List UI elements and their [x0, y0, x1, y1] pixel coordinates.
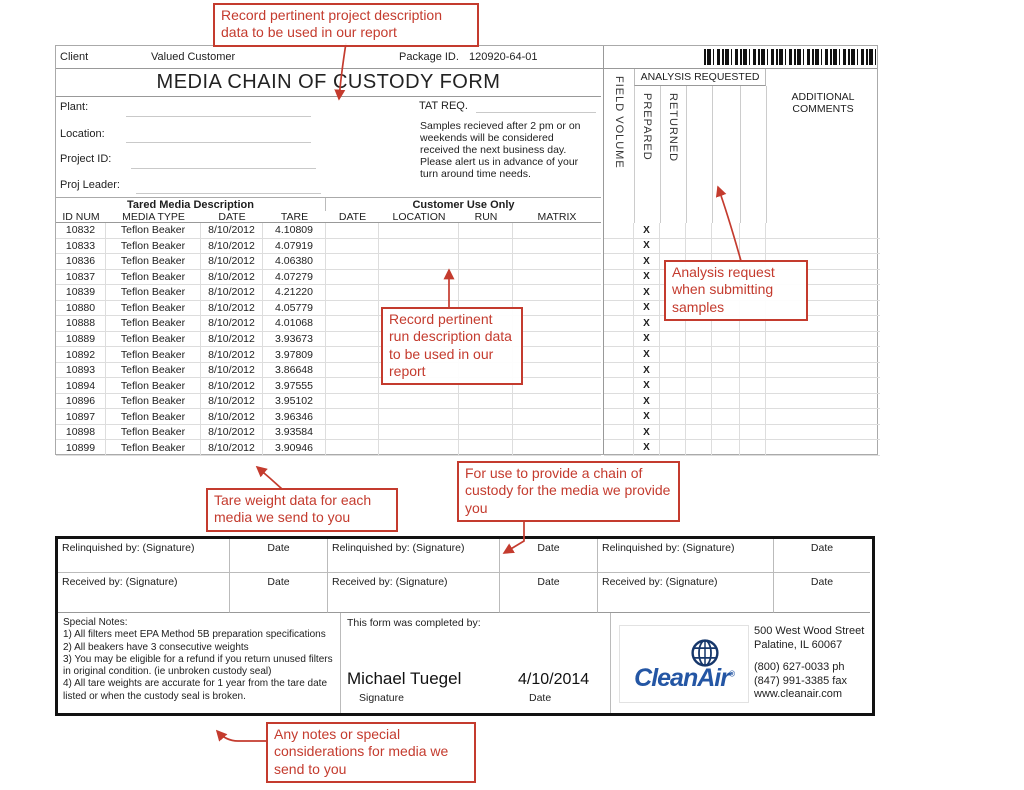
analysis-cell	[766, 363, 880, 378]
field-volume-label: FIELD VOLUME	[613, 76, 625, 169]
cell-media: Teflon Beaker	[106, 425, 201, 440]
cell-cloc	[379, 223, 459, 238]
col-tare: TARE	[280, 210, 309, 223]
cell-cdate	[326, 223, 379, 238]
analysis-cell	[712, 378, 740, 393]
table-row	[56, 223, 601, 239]
table-row	[56, 254, 601, 270]
cell-id: 10896	[56, 394, 106, 409]
prepared-mark: X	[634, 347, 660, 362]
received-row	[58, 573, 872, 613]
cell-tare: 3.90946	[263, 440, 326, 455]
cell-tare: 4.06380	[263, 254, 326, 269]
cell-id: 10889	[56, 332, 106, 347]
special-note: 3) You may be eligible for a refund if you return unused filters in original condition. (ie unbroken custody seal)	[63, 653, 333, 678]
relinquished-cell: Relinquished by: (Signature)	[328, 539, 500, 573]
col-id-num: ID NUM	[62, 210, 100, 223]
analysis-cell	[604, 332, 634, 347]
analysis-cell	[604, 394, 634, 409]
analysis-cell	[686, 332, 712, 347]
special-note: 2) All beakers have 3 consecutive weights	[63, 641, 249, 653]
cell-tare: 3.97809	[263, 347, 326, 362]
analysis-cell	[604, 347, 634, 362]
location-field-line	[126, 142, 311, 143]
cell-crun	[459, 285, 513, 300]
cell-cmatrix	[513, 301, 601, 316]
package-id-label: Package ID.	[399, 51, 459, 63]
date-cell: Date	[230, 573, 328, 613]
analysis-cell	[766, 347, 880, 362]
cell-tare: 3.96346	[263, 409, 326, 424]
cell-tare: 3.86648	[263, 363, 326, 378]
received-cell: Received by: (Signature)	[58, 573, 230, 613]
run-callout: Record pertinent run description data to be used in our report	[381, 307, 523, 385]
relinquished-cell: Relinquished by: (Signature)	[58, 539, 230, 573]
cell-id: 10837	[56, 270, 106, 285]
cell-crun	[459, 270, 513, 285]
analysis-cell	[740, 347, 766, 362]
cell-date: 8/10/2012	[201, 223, 263, 238]
company-cell	[611, 613, 872, 713]
custody-callout: For use to provide a chain of custody for the media we provide you	[457, 461, 680, 522]
cell-media: Teflon Beaker	[106, 347, 201, 362]
date-cell: Date	[774, 573, 870, 613]
analysis-cell	[604, 378, 634, 393]
analysis-cell	[604, 239, 634, 254]
cell-cdate	[326, 409, 379, 424]
cell-cmatrix	[513, 254, 601, 269]
returned-label: RETURNED	[667, 93, 679, 163]
analysis-cell	[766, 223, 880, 238]
cell-cdate	[326, 332, 379, 347]
analysis-row	[604, 363, 880, 379]
analysis-row	[604, 239, 880, 255]
fax-line: (847) 991-3385 fax	[754, 674, 847, 687]
cell-media: Teflon Beaker	[106, 363, 201, 378]
prepared-mark: X	[634, 270, 660, 285]
cell-date: 8/10/2012	[201, 440, 263, 455]
analysis-cell	[660, 363, 686, 378]
date-cell: Date	[774, 539, 870, 573]
cell-cloc	[379, 409, 459, 424]
relinquished-row	[58, 539, 872, 573]
analysis-row	[604, 223, 880, 239]
prepared-mark: X	[634, 223, 660, 238]
cell-cloc	[379, 425, 459, 440]
cell-media: Teflon Beaker	[106, 332, 201, 347]
analysis-cell	[712, 440, 740, 455]
prepared-mark: X	[634, 363, 660, 378]
notes-row	[58, 613, 872, 713]
analysis-row	[604, 440, 880, 456]
analysis-cell	[766, 332, 880, 347]
analysis-cell	[712, 239, 740, 254]
cell-media: Teflon Beaker	[106, 254, 201, 269]
analysis-cell	[766, 239, 880, 254]
cell-id: 10893	[56, 363, 106, 378]
prepared-mark: X	[634, 378, 660, 393]
special-notes-title: Special Notes:	[63, 617, 128, 628]
cell-media: Teflon Beaker	[106, 301, 201, 316]
col-matrix: MATRIX	[537, 210, 577, 223]
cell-tare: 4.10809	[263, 223, 326, 238]
cell-media: Teflon Beaker	[106, 316, 201, 331]
analysis-cell	[604, 316, 634, 331]
analysis-cell	[740, 394, 766, 409]
cell-tare: 4.05779	[263, 301, 326, 316]
special-notes	[58, 613, 341, 713]
cell-cdate	[326, 254, 379, 269]
analysis-cell	[740, 239, 766, 254]
analysis-cell	[740, 363, 766, 378]
cell-cmatrix	[513, 316, 601, 331]
cell-date: 8/10/2012	[201, 394, 263, 409]
analysis-cell	[660, 409, 686, 424]
cell-crun	[459, 254, 513, 269]
cell-date: 8/10/2012	[201, 409, 263, 424]
tare-callout-arrow	[257, 467, 282, 489]
analysis-cell	[740, 378, 766, 393]
prepared-mark: X	[634, 394, 660, 409]
analysis-row	[604, 378, 880, 394]
company-address	[754, 625, 864, 702]
analysis-callout: Analysis request when submitting samples	[664, 260, 808, 321]
analysis-cell	[766, 378, 880, 393]
analysis-cell	[712, 394, 740, 409]
proj-leader-label: Proj Leader:	[60, 179, 120, 191]
analysis-cell	[686, 440, 712, 455]
analysis-cell	[740, 409, 766, 424]
tat-req-field-line	[476, 112, 596, 113]
form-title: MEDIA CHAIN OF CUSTODY FORM	[56, 69, 601, 97]
analysis-cell	[686, 409, 712, 424]
cell-id: 10894	[56, 378, 106, 393]
table-row	[56, 425, 601, 441]
top-callout: Record pertinent project description data to be used in our report	[213, 3, 479, 47]
analysis-row	[604, 332, 880, 348]
cell-date: 8/10/2012	[201, 254, 263, 269]
cell-cmatrix	[513, 378, 601, 393]
prepared-mark: X	[634, 301, 660, 316]
tare-callout: Tare weight data for each media we send to you	[206, 488, 398, 532]
analysis-row	[604, 394, 880, 410]
logo-text: CleanAir®	[634, 663, 734, 692]
cell-tare: 3.97555	[263, 378, 326, 393]
project-id-label: Project ID:	[60, 153, 112, 165]
special-note: 4) All tare weights are accurate for 1 year from the tare date listed or when the custody seal is broken.	[63, 678, 328, 702]
cell-tare: 4.07919	[263, 239, 326, 254]
prepared-mark: X	[634, 440, 660, 455]
date-caption: Date	[529, 692, 552, 704]
col-media-type: MEDIA TYPE	[122, 210, 185, 223]
cell-cmatrix	[513, 409, 601, 424]
cell-crun	[459, 440, 513, 455]
cell-date: 8/10/2012	[201, 270, 263, 285]
table-row	[56, 440, 601, 456]
analysis-cell	[766, 440, 880, 455]
customer-use-header: Customer Use Only	[412, 198, 515, 211]
analysis-cell	[660, 394, 686, 409]
cell-cdate	[326, 316, 379, 331]
analysis-cell	[766, 394, 880, 409]
received-cell: Received by: (Signature)	[328, 573, 500, 613]
analysis-cell	[660, 223, 686, 238]
notes-callout: Any notes or special considerations for media we send to you	[266, 722, 476, 783]
table-row	[56, 394, 601, 410]
cell-date: 8/10/2012	[201, 239, 263, 254]
prepared-mark: X	[634, 409, 660, 424]
analysis-cell	[766, 425, 880, 440]
cell-tare: 4.01068	[263, 316, 326, 331]
analysis-cell	[660, 425, 686, 440]
cell-cmatrix	[513, 270, 601, 285]
analysis-cell	[604, 425, 634, 440]
cell-crun	[459, 239, 513, 254]
custody-form	[55, 45, 878, 455]
completed-by-name: Michael Tuegel	[347, 669, 462, 688]
cell-cdate	[326, 347, 379, 362]
cell-date: 8/10/2012	[201, 316, 263, 331]
completed-by-cell	[341, 613, 611, 713]
cell-cmatrix	[513, 394, 601, 409]
analysis-cell	[740, 223, 766, 238]
tared-media-header: Tared Media Description	[56, 198, 326, 211]
cell-media: Teflon Beaker	[106, 270, 201, 285]
cell-cloc	[379, 270, 459, 285]
cell-cloc	[379, 239, 459, 254]
analysis-cell	[604, 223, 634, 238]
chain-of-custody-box	[55, 536, 875, 716]
cell-date: 8/10/2012	[201, 378, 263, 393]
cell-cloc	[379, 254, 459, 269]
cell-cmatrix	[513, 332, 601, 347]
analysis-cell	[712, 363, 740, 378]
prepared-mark: X	[634, 316, 660, 331]
table-group-headers	[56, 197, 601, 211]
plant-label: Plant:	[60, 101, 89, 113]
cell-date: 8/10/2012	[201, 332, 263, 347]
location-label: Location:	[60, 128, 105, 140]
analysis-row	[604, 425, 880, 441]
cell-media: Teflon Beaker	[106, 409, 201, 424]
phone-line: (800) 627-0033 ph	[754, 661, 845, 673]
prepared-mark: X	[634, 285, 660, 300]
received-cell: Received by: (Signature)	[598, 573, 774, 613]
table-row	[56, 239, 601, 255]
prepared-mark: X	[634, 425, 660, 440]
analysis-cell	[712, 332, 740, 347]
col-date: DATE	[218, 210, 246, 223]
cell-media: Teflon Beaker	[106, 378, 201, 393]
cell-crun	[459, 223, 513, 238]
cell-cloc	[379, 440, 459, 455]
analysis-cell	[686, 378, 712, 393]
cell-date: 8/10/2012	[201, 425, 263, 440]
cell-tare: 4.21220	[263, 285, 326, 300]
cell-cmatrix	[513, 223, 601, 238]
analysis-cell	[766, 409, 880, 424]
prepared-mark: X	[634, 332, 660, 347]
prepared-mark: X	[634, 239, 660, 254]
analysis-cell	[712, 347, 740, 362]
cell-cmatrix	[513, 285, 601, 300]
project-id-field-line	[131, 168, 316, 169]
analysis-cell	[712, 409, 740, 424]
cell-crun	[459, 394, 513, 409]
table-row	[56, 270, 601, 286]
cell-id: 10839	[56, 285, 106, 300]
cell-tare: 3.95102	[263, 394, 326, 409]
cell-cloc	[379, 285, 459, 300]
analysis-cell	[660, 332, 686, 347]
analysis-cell	[686, 239, 712, 254]
table-column-headers	[56, 211, 601, 223]
cell-cdate	[326, 440, 379, 455]
col-location: LOCATION	[392, 210, 446, 223]
prepared-mark: X	[634, 254, 660, 269]
signature-caption: Signature	[359, 692, 404, 704]
tat-note: Samples recieved after 2 pm or on weekends will be considered received the next business day. Please alert us in advance of your turn around time needs.	[420, 120, 581, 180]
cell-tare: 4.07279	[263, 270, 326, 285]
special-note: 1) All filters meet EPA Method 5B preparation specifications	[63, 629, 326, 641]
cell-id: 10898	[56, 425, 106, 440]
cell-id: 10888	[56, 316, 106, 331]
address-line: Palatine, IL 60067	[754, 638, 843, 651]
cell-cmatrix	[513, 363, 601, 378]
analysis-cell	[712, 425, 740, 440]
analysis-cell	[686, 425, 712, 440]
analysis-cell	[712, 223, 740, 238]
cell-media: Teflon Beaker	[106, 285, 201, 300]
date-cell: Date	[230, 539, 328, 573]
cell-id: 10836	[56, 254, 106, 269]
cell-media: Teflon Beaker	[106, 223, 201, 238]
analysis-cell	[604, 270, 634, 285]
cell-media: Teflon Beaker	[106, 394, 201, 409]
notes-callout-arrow	[217, 731, 267, 741]
cell-cmatrix	[513, 440, 601, 455]
analysis-cell	[686, 363, 712, 378]
cell-cloc	[379, 394, 459, 409]
cell-date: 8/10/2012	[201, 363, 263, 378]
table-row	[56, 409, 601, 425]
cell-tare: 3.93673	[263, 332, 326, 347]
analysis-cell	[686, 223, 712, 238]
analysis-cell	[604, 301, 634, 316]
cell-id: 10892	[56, 347, 106, 362]
col-cust-date: DATE	[338, 210, 367, 223]
analysis-rows	[604, 223, 880, 456]
analysis-cell	[740, 332, 766, 347]
analysis-row	[604, 347, 880, 363]
analysis-cell	[740, 440, 766, 455]
cell-date: 8/10/2012	[201, 347, 263, 362]
address-line: 500 West Wood Street	[754, 625, 865, 637]
analysis-cell	[604, 409, 634, 424]
analysis-cell	[660, 239, 686, 254]
col-run: RUN	[474, 210, 498, 223]
date-cell: Date	[500, 573, 598, 613]
relinquished-cell: Relinquished by: (Signature)	[598, 539, 774, 573]
analysis-section	[603, 46, 879, 454]
plant-field-line	[126, 116, 311, 117]
website-line: www.cleanair.com	[754, 688, 843, 700]
cell-cdate	[326, 394, 379, 409]
table-row	[56, 285, 601, 301]
cell-cdate	[326, 378, 379, 393]
cell-cmatrix	[513, 347, 601, 362]
package-id-value: 120920-64-01	[469, 51, 538, 63]
cell-id: 10833	[56, 239, 106, 254]
analysis-cell	[604, 440, 634, 455]
cell-id: 10897	[56, 409, 106, 424]
cell-cdate	[326, 285, 379, 300]
cell-media: Teflon Beaker	[106, 440, 201, 455]
analysis-requested-header: ANALYSIS REQUESTED	[634, 69, 766, 86]
cell-date: 8/10/2012	[201, 285, 263, 300]
cell-media: Teflon Beaker	[106, 239, 201, 254]
cleanair-logo	[619, 625, 749, 703]
analysis-cell	[660, 440, 686, 455]
cell-cdate	[326, 425, 379, 440]
cell-id: 10880	[56, 301, 106, 316]
cell-cdate	[326, 363, 379, 378]
analysis-cell	[604, 254, 634, 269]
prepared-label: PREPARED	[641, 93, 653, 161]
date-cell: Date	[500, 539, 598, 573]
completed-date: 4/10/2014	[518, 671, 590, 688]
completed-by-label: This form was completed by:	[347, 617, 481, 629]
cell-cmatrix	[513, 425, 601, 440]
cell-tare: 3.93584	[263, 425, 326, 440]
cell-cmatrix	[513, 239, 601, 254]
cell-crun	[459, 409, 513, 424]
cell-cdate	[326, 270, 379, 285]
analysis-cell	[686, 347, 712, 362]
analysis-cell	[604, 363, 634, 378]
additional-comments-label: ADDITIONAL COMMENTS	[791, 91, 855, 115]
analysis-cell	[660, 378, 686, 393]
tat-req-label: TAT REQ.	[419, 100, 468, 112]
analysis-cell	[686, 394, 712, 409]
cell-cdate	[326, 239, 379, 254]
client-label: Client	[60, 51, 89, 63]
cell-date: 8/10/2012	[201, 301, 263, 316]
cell-id: 10899	[56, 440, 106, 455]
cell-id: 10832	[56, 223, 106, 238]
analysis-cell	[604, 285, 634, 300]
cell-crun	[459, 425, 513, 440]
analysis-cell	[660, 347, 686, 362]
proj-leader-field-line	[136, 193, 321, 194]
analysis-cell	[740, 425, 766, 440]
cell-cdate	[326, 301, 379, 316]
client-value: Valued Customer	[151, 51, 236, 63]
analysis-row	[604, 409, 880, 425]
